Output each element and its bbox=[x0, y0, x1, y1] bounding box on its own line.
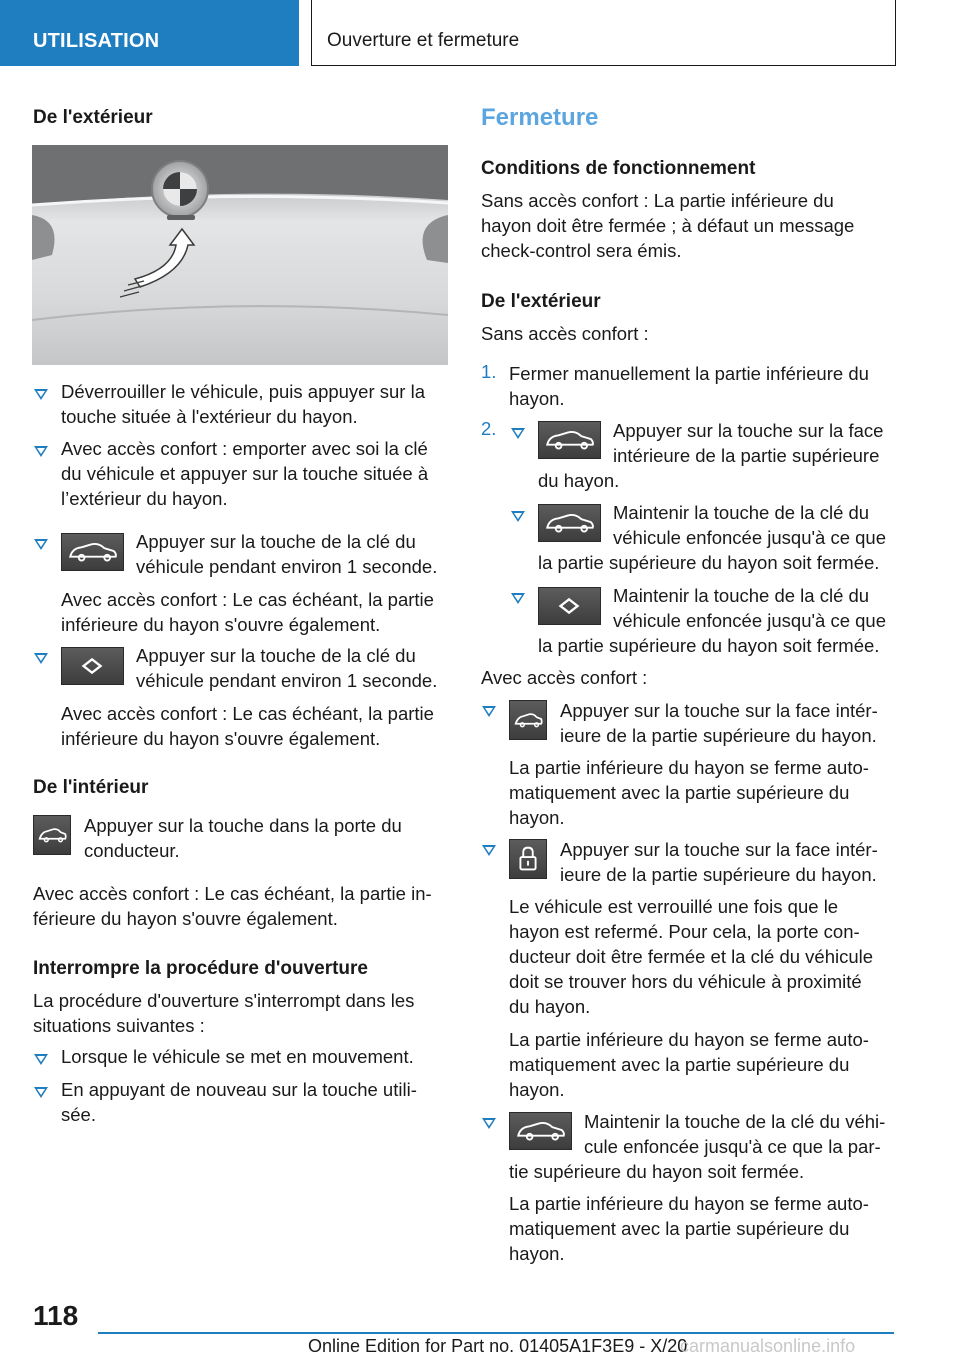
bullet-icon bbox=[34, 1054, 48, 1065]
text-line: du hayon. bbox=[509, 996, 591, 1017]
bullet-icon bbox=[511, 511, 525, 522]
text-line: Appuyer sur la touche de la clé du bbox=[136, 531, 416, 552]
text-line: Avec accès confort : bbox=[481, 667, 648, 688]
text-line: situations suivantes : bbox=[33, 1015, 205, 1036]
text-line: la partie supérieure du hayon soit fermée. bbox=[538, 635, 880, 656]
bullet-icon bbox=[34, 389, 48, 400]
text-line: Maintenir la touche de la clé du bbox=[613, 502, 870, 523]
text-line: l’extérieur du hayon. bbox=[61, 488, 228, 509]
car-tailgate-key-icon bbox=[538, 421, 601, 459]
text-line: check-control sera émis. bbox=[481, 240, 682, 261]
text-line: Sans accès confort : La partie inférieure du bbox=[481, 190, 834, 211]
text-line: touche située à l'extérieur du hayon. bbox=[61, 406, 358, 427]
text-line: matiquement avec la partie supérieure du bbox=[509, 1054, 850, 1075]
text-line: cule enfoncée jusqu'à ce que la par- bbox=[584, 1136, 881, 1157]
text-line: Avec accès confort : Le cas échéant, la partie in- bbox=[33, 883, 432, 904]
text-line: Avec accès confort : Le cas échéant, la partie bbox=[61, 703, 434, 724]
heading-interior: De l'intérieur bbox=[33, 777, 149, 798]
text-line: hayon est refermé. Pour cela, la porte con- bbox=[509, 921, 860, 942]
text-line: véhicule pendant environ 1 seconde. bbox=[136, 556, 438, 577]
car-tailgate-key-icon bbox=[538, 504, 601, 542]
text-line: Appuyer sur la touche de la clé du bbox=[136, 645, 416, 666]
diamond-key-icon bbox=[61, 647, 124, 685]
bullet-icon bbox=[482, 706, 496, 717]
bullet-icon bbox=[34, 539, 48, 550]
lock-icon bbox=[509, 839, 547, 879]
chapter-title: Ouverture et fermeture bbox=[327, 30, 520, 51]
tailgate-illustration bbox=[32, 145, 448, 365]
text-line: véhicule pendant environ 1 seconde. bbox=[136, 670, 438, 691]
text-line: La procédure d'ouverture s'interrompt dans les bbox=[33, 990, 415, 1011]
text-line: Appuyer sur la touche dans la porte du bbox=[84, 815, 402, 836]
text-line: Déverrouiller le véhicule, puis appuyer sur la bbox=[61, 381, 426, 402]
text-line: Avec accès confort : emporter avec soi la clé bbox=[61, 438, 428, 459]
bullet-icon bbox=[511, 593, 525, 604]
heading-interrupt: Interrompre la procédure d'ouverture bbox=[33, 958, 368, 979]
text-line: matiquement avec la partie supérieure du bbox=[509, 782, 850, 803]
text-line: inférieure du hayon s'ouvre également. bbox=[61, 728, 381, 749]
heading-exterior: De l'extérieur bbox=[33, 107, 153, 128]
text-line: Le véhicule est verrouillé une fois que le bbox=[509, 896, 839, 917]
text-line: Lorsque le véhicule se met en mouvement. bbox=[61, 1046, 414, 1067]
bullet-icon bbox=[482, 1118, 496, 1129]
text-line: La partie inférieure du hayon se ferme auto- bbox=[509, 1193, 869, 1214]
page-number: 118 bbox=[33, 1300, 79, 1331]
text-line: En appuyant de nouveau sur la touche utili- bbox=[61, 1079, 417, 1100]
text-line: du véhicule et appuyer sur la touche située à bbox=[61, 463, 429, 484]
section-title: Fermeture bbox=[481, 104, 599, 131]
text-line: Appuyer sur la touche sur la face intér- bbox=[560, 700, 878, 721]
car-tailgate-key-icon bbox=[61, 533, 124, 571]
text-line: férieure du hayon s'ouvre également. bbox=[33, 908, 338, 929]
text-line: Avec accès confort : Le cas échéant, la partie bbox=[61, 589, 434, 610]
bullet-icon bbox=[34, 653, 48, 664]
heading-exterior-close: De l'extérieur bbox=[481, 291, 601, 312]
text-line: Sans accès confort : bbox=[481, 323, 649, 344]
text-line: Maintenir la touche de la clé du bbox=[613, 585, 870, 606]
text-line: sée. bbox=[61, 1104, 96, 1125]
bullet-icon bbox=[482, 845, 496, 856]
text-line: La partie inférieure du hayon se ferme auto- bbox=[509, 757, 869, 778]
bullet-icon bbox=[511, 428, 525, 439]
text-line: hayon. bbox=[509, 1079, 565, 1100]
heading-conditions: Conditions de fonctionnement bbox=[481, 158, 756, 179]
text-line: véhicule enfoncée jusqu'à ce que bbox=[613, 527, 887, 548]
text-line: Fermer manuellement la partie inférieure du bbox=[509, 363, 869, 384]
text-line: doit se trouver hors du véhicule à proximité bbox=[509, 971, 862, 992]
text-line: inférieure du hayon s'ouvre également. bbox=[61, 614, 381, 635]
text-line: ieure de la partie supérieure du hayon. bbox=[560, 725, 877, 746]
text-line: Appuyer sur la touche sur la face intér- bbox=[560, 839, 878, 860]
step-number: 1. bbox=[481, 361, 497, 382]
door-tailgate-button-icon bbox=[509, 700, 547, 740]
door-tailgate-button-icon bbox=[33, 815, 71, 855]
text-line: hayon doit être fermée ; à défaut un message bbox=[481, 215, 855, 236]
text-line: Appuyer sur la touche sur la face bbox=[613, 420, 884, 441]
bullet-icon bbox=[34, 446, 48, 457]
text-line: La partie inférieure du hayon se ferme auto- bbox=[509, 1029, 869, 1050]
diamond-key-icon bbox=[538, 587, 601, 625]
step-number: 2. bbox=[481, 418, 497, 439]
chapter-header bbox=[311, 0, 896, 66]
text-line: la partie supérieure du hayon soit fermée. bbox=[538, 552, 880, 573]
section-tab bbox=[0, 0, 299, 66]
footer-divider bbox=[98, 1332, 894, 1334]
text-line: hayon. bbox=[509, 1243, 565, 1264]
text-line: du hayon. bbox=[538, 470, 620, 491]
section-label: UTILISATION bbox=[33, 30, 160, 52]
text-line: conducteur. bbox=[84, 840, 180, 861]
car-tailgate-key-icon bbox=[509, 1112, 572, 1150]
text-line: ieure de la partie supérieure du hayon. bbox=[560, 864, 877, 885]
text-line: hayon. bbox=[509, 807, 565, 828]
text-line: intérieure de la partie supérieure bbox=[613, 445, 880, 466]
tailgate-photo bbox=[32, 145, 448, 365]
text-line: véhicule enfoncée jusqu'à ce que bbox=[613, 610, 887, 631]
text-line: hayon. bbox=[509, 388, 565, 409]
watermark: carmanualsonline.info bbox=[680, 1336, 856, 1356]
text-line: tie supérieure du hayon soit fermée. bbox=[509, 1161, 805, 1182]
bullet-icon bbox=[34, 1087, 48, 1098]
text-line: ducteur doit être fermée et la clé du véhicule bbox=[509, 946, 874, 967]
text-line: Maintenir la touche de la clé du véhi- bbox=[584, 1111, 886, 1132]
edition-note: Online Edition for Part no. 01405A1F3E9 - X/20 bbox=[308, 1336, 688, 1356]
text-line: matiquement avec la partie supérieure du bbox=[509, 1218, 850, 1239]
